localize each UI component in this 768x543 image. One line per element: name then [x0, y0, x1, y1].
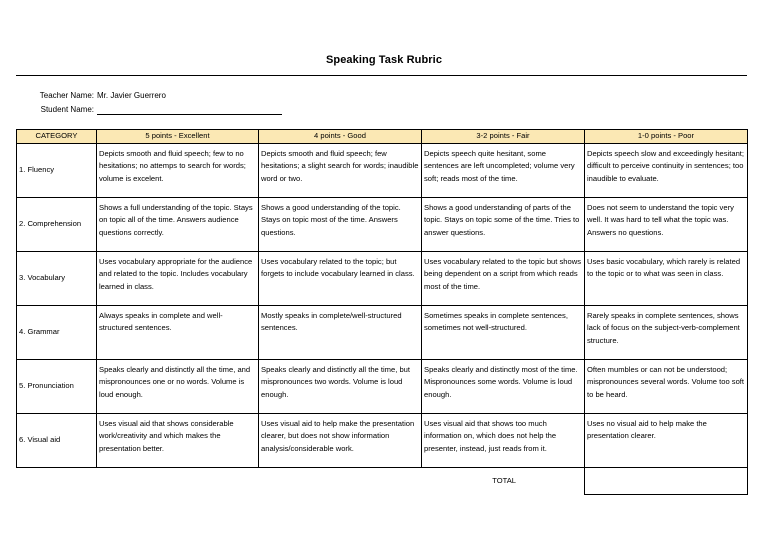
total-row — [17, 468, 748, 495]
table-row — [17, 306, 748, 360]
criteria-cell: Depicts smooth and fluid speech; few to no hesitations; no attemps to search for words; volume is excelent. — [97, 144, 259, 198]
category-cell: 3. Vocabulary — [17, 252, 97, 306]
criteria-cell: Always speaks in complete and well-structured sentences. — [97, 306, 259, 360]
student-name-line — [97, 114, 282, 115]
criteria-cell: Uses visual aid to help make the presentation clearer, but does not show information analysis/considerable work. — [259, 414, 422, 468]
criteria-cell: Mostly speaks in complete/well-structured sentences. — [259, 306, 422, 360]
criteria-cell: Sometimes speaks in complete sentences, sometimes not well-structured. — [422, 306, 585, 360]
total-label: TOTAL — [492, 476, 516, 486]
table-row — [17, 198, 748, 252]
criteria-cell: Uses vocabulary related to the topic; but forgets to include vocabulary learned in class. — [259, 252, 422, 306]
table-row — [17, 360, 748, 414]
header-poor: 1-0 points - Poor — [585, 130, 748, 144]
criteria-cell: Shows a full understanding of the topic. Stays on topic all of the time. Answers audience questions correctly. — [97, 198, 259, 252]
total-score-box[interactable] — [585, 468, 748, 495]
criteria-cell: Uses visual aid that shows too much information on, which does not help the presenter, instead, just reads from it. — [422, 414, 585, 468]
criteria-cell: Speaks clearly and distinctly all the time, and mispronounces one or no words. Volume is loud enough. — [97, 360, 259, 414]
category-cell: 1. Fluency — [17, 144, 97, 198]
header-excellent: 5 points - Excellent — [97, 130, 259, 144]
category-cell: 6. Visual aid — [17, 414, 97, 468]
title-divider — [16, 75, 747, 76]
criteria-cell: Often mumbles or can not be understood; mispronounces several words. Volume too soft to be heard. — [585, 360, 748, 414]
page-title: Speaking Task Rubric — [325, 54, 443, 66]
criteria-cell: Uses visual aid that shows considerable work/creativity and which makes the presentation better. — [97, 414, 259, 468]
category-cell: 2. Comprehension — [17, 198, 97, 252]
criteria-cell: Depicts smooth and fluid speech; few hesitations; a slight search for words; inaudible word or two. — [259, 144, 422, 198]
header-category: CATEGORY — [17, 130, 97, 144]
table-row — [17, 144, 748, 198]
criteria-cell: Does not seem to understand the topic very well. It was hard to tell what the topic was. Answers no questions. — [585, 198, 748, 252]
category-cell: 4. Grammar — [17, 306, 97, 360]
criteria-cell: Depicts speech slow and exceedingly hesitant; difficult to perceive continuity in sentences; too inaudible to evaluate. — [585, 144, 748, 198]
header-fair: 3-2 points - Fair — [422, 130, 585, 144]
table-row — [17, 252, 748, 306]
teacher-name-value: Mr. Javier Guerrero — [97, 91, 166, 100]
criteria-cell: Uses basic vocabulary, which rarely is related to the topic or to what was seen in class. — [585, 252, 748, 306]
criteria-cell: Shows a good understanding of the topic. Stays on topic most of the time. Answers questions. — [259, 198, 422, 252]
header-row — [17, 130, 748, 144]
table-row — [17, 414, 748, 468]
criteria-cell: Depicts speech quite hesitant, some sentences are left uncompleted; volume very soft; reads most of the time. — [422, 144, 585, 198]
criteria-cell: Rarely speaks in complete sentences, shows lack of focus on the subject-verb-complement structure. — [585, 306, 748, 360]
criteria-cell: Speaks clearly and distinctly most of the time. Mispronounces some words. Volume is loud enough. — [422, 360, 585, 414]
criteria-cell: Shows a good understanding of parts of the topic. Stays on topic some of the time. Tries to answer questions. — [422, 198, 585, 252]
header-good: 4 points - Good — [259, 130, 422, 144]
criteria-cell: Speaks clearly and distinctly all the time, but mispronounces two words. Volume is loud enough. — [259, 360, 422, 414]
student-name-label: Student Name: — [40, 105, 94, 114]
criteria-cell: Uses vocabulary related to the topic but shows being dependent on a script from which reads most of the time. — [422, 252, 585, 306]
criteria-cell: Uses no visual aid to help make the presentation clearer. — [585, 414, 748, 468]
teacher-name-label: Teacher Name: — [39, 91, 94, 100]
category-cell: 5. Pronunciation — [17, 360, 97, 414]
criteria-cell: Uses vocabulary appropriate for the audience and related to the topic. Includes vocabulary learned in class. — [97, 252, 259, 306]
rubric-table — [16, 129, 748, 495]
